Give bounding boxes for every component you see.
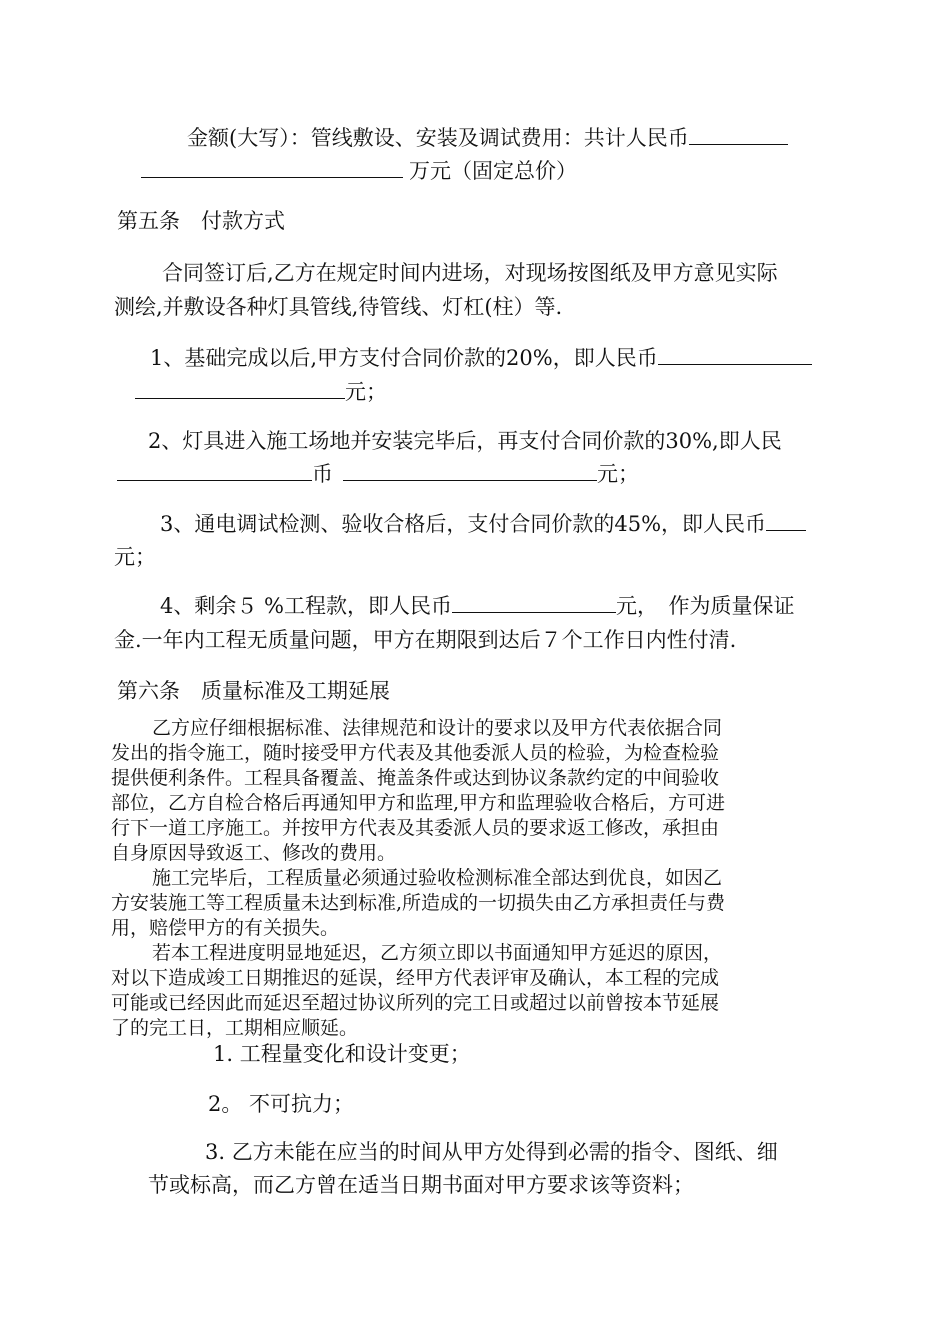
article-6-p1-line-4: 部位，乙方自检合格后再通知甲方和监理,甲方和监理验收合格后，方可进 <box>111 792 726 814</box>
payment-item-2-line-1: 2、灯具进入施工场地并安装完毕后，再支付合同价款的30%,即人民 <box>148 429 782 453</box>
delay-cause-2: 2。 不可抗力； <box>208 1092 355 1116</box>
article-6-p1-line-3: 提供便利条件。工程具备覆盖、掩盖条件或达到协议条款约定的中间验收 <box>111 767 720 789</box>
article-6-p3-line-4: 了的完工日，工期相应顺延。 <box>111 1017 359 1039</box>
payment-item-1-line-1: 1、基础完成以后,甲方支付合同价款的20%，即人民币 <box>150 344 812 372</box>
delay-cause-3-line-2: 节或标高，而乙方曾在适当日期书面对甲方要求该等资料； <box>148 1173 694 1197</box>
delay-cause-3-line-1: 3. 乙方未能在应当的时间从甲方处得到必需的指令、图纸、细 <box>205 1140 778 1164</box>
blank-field <box>117 460 312 481</box>
article-5-heading: 第五条 付款方式 <box>117 209 285 233</box>
article-6-p2-line-2: 方安装施工等工程质量未达到标准,所造成的一切损失由乙方承担责任与费 <box>111 892 726 914</box>
article-6-heading: 第六条 质量标准及工期延展 <box>117 679 390 703</box>
article-6-p3-line-2: 对以下造成竣工日期推迟的延误，经甲方代表评审及确认，本工程的完成 <box>111 967 720 989</box>
article-5-intro-line-2: 测绘,并敷设各种灯具管线,待管线、灯杠(柱）等. <box>114 295 563 319</box>
payment-item-3-line-1: 3、通电调试检测、验收合格后，支付合同价款的45%，即人民币 <box>160 510 806 538</box>
article-6-p2-line-3: 用，赔偿甲方的有关损失。 <box>111 917 340 939</box>
amount-line-2: 万元（固定总价） <box>141 157 577 185</box>
payment-item-4-line-1: 4、剩余５ %工程款，即人民币 元， 作为质量保证 <box>160 594 795 618</box>
article-6-p2-line-1: 施工完毕后，工程质量必须通过验收检测标准全部达到优良，如因乙 <box>152 867 723 889</box>
payment-item-3-line-2: 元； <box>114 545 156 569</box>
blank-field <box>135 378 345 399</box>
article-6-p1-line-6: 自身原因导致返工、修改的费用。 <box>111 842 397 864</box>
article-5-intro-line-1: 合同签订后,乙方在规定时间内进场，对现场按图纸及甲方意见实际 <box>162 261 778 285</box>
blank-field <box>658 344 812 365</box>
blank-field <box>452 592 616 613</box>
article-6-p1-line-2: 发出的指令施工，随时接受甲方代表及其他委派人员的检验，为检查检验 <box>111 742 720 764</box>
article-6-p1-line-1: 乙方应仔细根据标准、法律规范和设计的要求以及甲方代表依据合同 <box>152 717 723 739</box>
blank-field <box>689 124 788 145</box>
article-6-p3-line-1: 若本工程进度明显地延迟，乙方须立即以书面通知甲方延迟的原因， <box>152 942 723 964</box>
delay-cause-1: 1. 工程量变化和设计变更； <box>213 1042 471 1066</box>
blank-field <box>343 460 597 481</box>
article-6-p3-line-3: 可能或已经因此而延迟至超过协议所列的完工日或超过以前曾按本节延展 <box>111 992 720 1014</box>
blank-field <box>766 510 806 531</box>
amount-line-1: 金额(大写）：管线敷设、安装及调试费用：共计人民币 <box>187 124 788 152</box>
blank-field <box>141 157 403 178</box>
payment-item-4-line-2: 金.一年内工程无质量问题，甲方在期限到达后７个工作日内性付清. <box>114 628 737 652</box>
payment-item-2-line-2: 币 元； <box>117 460 639 488</box>
article-6-p1-line-5: 行下一道工序施工。并按甲方代表及其委派人员的要求返工修改，承担由 <box>111 817 720 839</box>
payment-item-1-line-2: 元； <box>135 378 387 406</box>
